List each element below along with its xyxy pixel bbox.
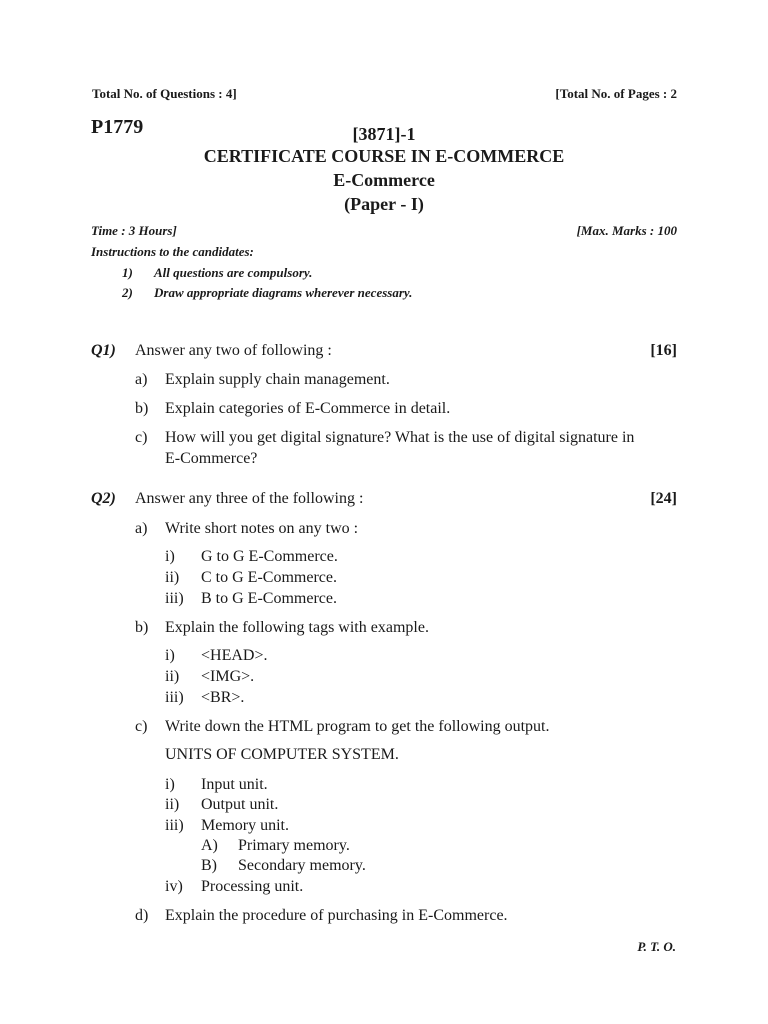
q2c-text: Write down the HTML program to get the following output. — [165, 718, 550, 735]
paper-code: P1779 — [91, 116, 144, 138]
q2c-subitem-num: B) — [201, 857, 217, 874]
exam-code: [3871]-1 — [352, 124, 416, 144]
q1a-text: Explain supply chain management. — [165, 371, 390, 388]
q2c-output-heading: UNITS OF COMPUTER SYSTEM. — [165, 746, 399, 763]
q2d-letter: d) — [135, 907, 149, 924]
q1-marks: [16] — [650, 342, 677, 359]
q2-label: Q2) — [91, 490, 116, 507]
instructions-heading: Instructions to the candidates: — [91, 244, 254, 259]
time-label: Time : 3 Hours] — [91, 223, 177, 238]
q2c-item-num: i) — [165, 776, 175, 793]
q2b-item-text: <HEAD>. — [201, 647, 268, 664]
q2b-item-num: iii) — [165, 689, 184, 706]
q2c-item-text: Processing unit. — [201, 878, 304, 895]
q2c-item-text: Memory unit. — [201, 817, 289, 834]
q2a-item-num: i) — [165, 548, 175, 565]
q2a-item-text: B to G E-Commerce. — [201, 590, 337, 607]
course-title: CERTIFICATE COURSE IN E-COMMERCE — [203, 146, 565, 166]
q2c-item-num: iii) — [165, 817, 184, 834]
q2a-item-num: iii) — [165, 590, 184, 607]
q2-prompt: Answer any three of the following : — [135, 490, 364, 507]
q2b-text: Explain the following tags with example. — [165, 619, 429, 636]
q2b-letter: b) — [135, 619, 149, 636]
q1a-letter: a) — [135, 371, 148, 388]
q2c-subitem-num: A) — [201, 837, 218, 854]
total-pages: [Total No. of Pages : 2 — [555, 86, 677, 101]
q2a-letter: a) — [135, 520, 148, 537]
max-marks: [Max. Marks : 100 — [576, 223, 677, 238]
pto-label: P. T. O. — [637, 939, 676, 954]
q2-marks: [24] — [650, 490, 677, 507]
q2c-subitem-text: Secondary memory. — [238, 857, 366, 874]
q2a-text: Write short notes on any two : — [165, 520, 359, 537]
q2c-item-num: ii) — [165, 796, 180, 813]
q2b-item-text: <IMG>. — [201, 668, 255, 685]
q2a-item-num: ii) — [165, 569, 180, 586]
q1-label: Q1) — [91, 342, 116, 359]
instruction-num: 2) — [122, 285, 133, 300]
q2d-text: Explain the procedure of purchasing in E-Commerce. — [165, 907, 508, 924]
q2a-item-text: G to G E-Commerce. — [201, 548, 338, 565]
q1-prompt: Answer any two of following : — [135, 342, 332, 359]
q2b-item-num: ii) — [165, 668, 180, 685]
q2b-item-text: <BR>. — [201, 689, 245, 706]
instruction-num: 1) — [122, 265, 133, 280]
q2c-letter: c) — [135, 718, 148, 735]
q1c-text-line2: E-Commerce? — [165, 450, 258, 467]
total-questions: Total No. of Questions : 4] — [92, 86, 237, 101]
q2b-item-num: i) — [165, 647, 175, 664]
q2c-subitem-text: Primary memory. — [238, 837, 350, 854]
q2c-item-text: Output unit. — [201, 796, 279, 813]
q1b-letter: b) — [135, 400, 149, 417]
q2c-item-text: Input unit. — [201, 776, 268, 793]
instruction-text: Draw appropriate diagrams wherever necessary. — [154, 285, 413, 300]
paper-title: (Paper - I) — [344, 194, 424, 214]
subject-title: E-Commerce — [333, 170, 435, 190]
q1c-letter: c) — [135, 429, 148, 446]
q2a-item-text: C to G E-Commerce. — [201, 569, 337, 586]
q1c-text-line1: How will you get digital signature? What is the use of digital signature in — [165, 429, 635, 446]
q2c-item-num: iv) — [165, 878, 183, 895]
q1b-text: Explain categories of E-Commerce in detail. — [165, 400, 451, 417]
instruction-text: All questions are compulsory. — [154, 265, 313, 280]
